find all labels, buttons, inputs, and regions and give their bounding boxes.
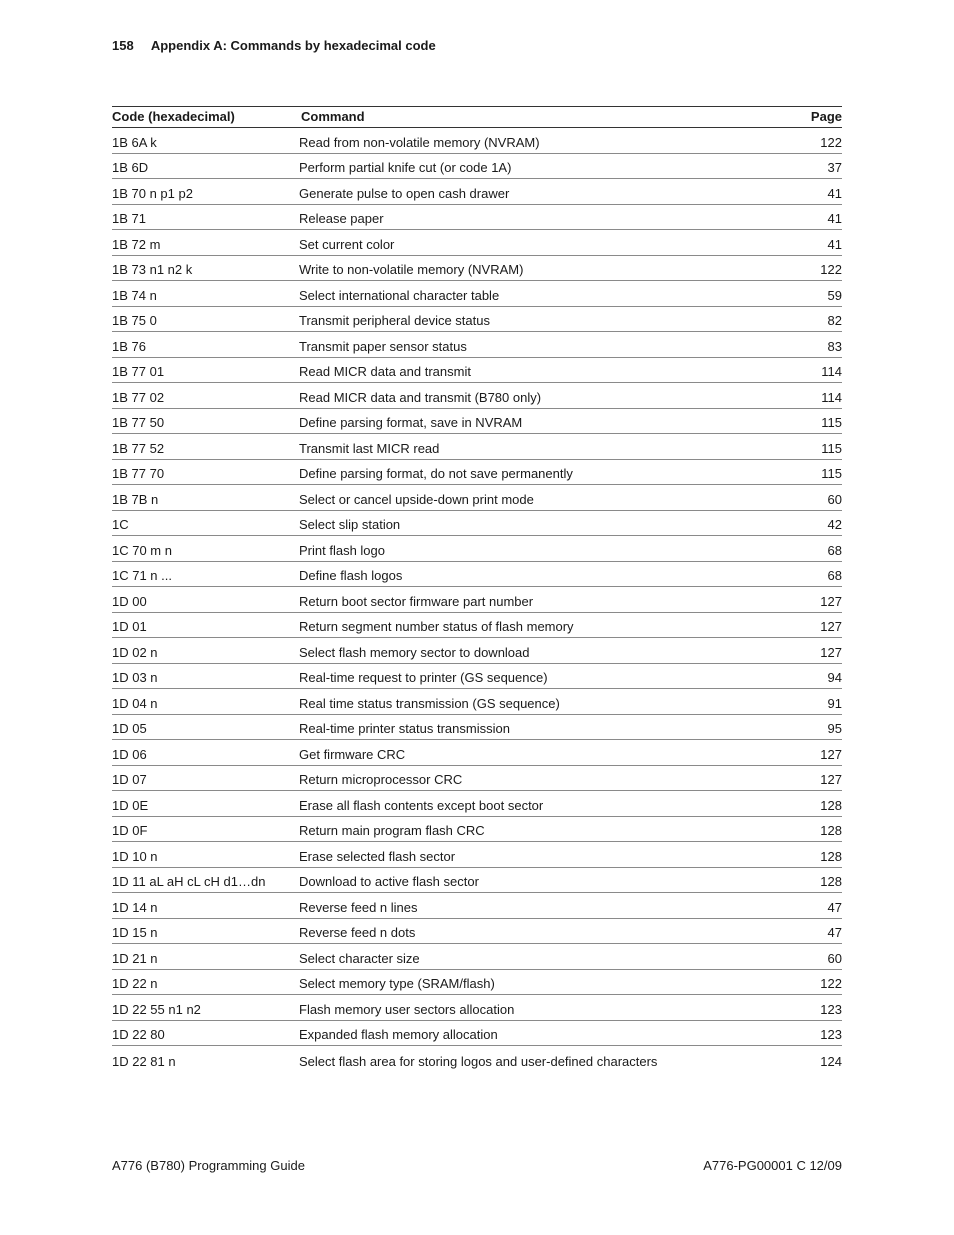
cell-command: Define parsing format, save in NVRAM — [299, 415, 523, 430]
cell-page: 115 — [821, 440, 842, 456]
cell-page: 94 — [827, 670, 842, 685]
cell-command: Get firmware CRC — [299, 746, 406, 762]
cell-page: 83 — [827, 338, 842, 354]
cell-page: 124 — [820, 1053, 842, 1069]
cell-page: 127 — [820, 644, 842, 660]
cell-page: 115 — [821, 415, 842, 430]
table-row — [112, 409, 842, 435]
cell-code: 1B 73 n1 n2 k — [112, 262, 193, 277]
footer-document-id: A776-PG00001 C 12/09 — [703, 1158, 842, 1173]
table-row — [112, 638, 842, 664]
table-row — [112, 358, 842, 384]
cell-command: Define flash logos — [299, 568, 403, 583]
cell-code: 1D 11 aL aH cL cH d1…dn — [112, 874, 266, 889]
cell-page: 123 — [820, 1027, 842, 1042]
cell-code: 1D 21 n — [112, 950, 158, 966]
cell-code: 1D 22 81 n — [112, 1053, 176, 1069]
table-row — [112, 128, 842, 154]
cell-code: 1B 71 — [112, 211, 146, 226]
table-row — [112, 511, 842, 537]
table-row — [112, 766, 842, 792]
cell-command: Select international character table — [299, 287, 500, 303]
cell-page: 47 — [827, 899, 842, 915]
cell-command: Generate pulse to open cash drawer — [299, 185, 510, 201]
cell-code: 1D 05 — [112, 721, 147, 736]
cell-page: 127 — [820, 746, 842, 762]
cell-code: 1C 71 n ... — [112, 568, 172, 583]
cell-command: Real-time printer status transmission — [299, 721, 510, 736]
table-row — [112, 664, 842, 690]
cell-command: Select slip station — [299, 517, 401, 532]
table-row — [112, 434, 842, 460]
cell-code: 1B 6D — [112, 160, 149, 175]
table-row — [112, 205, 842, 231]
cell-page: 122 — [820, 976, 842, 991]
table-row — [112, 893, 842, 919]
cell-code: 1B 76 — [112, 338, 146, 354]
cell-code: 1D 22 80 — [112, 1027, 165, 1042]
cell-command: Print flash logo — [299, 542, 385, 558]
table-row — [112, 307, 842, 333]
cell-page: 82 — [827, 313, 842, 328]
cell-code: 1D 01 — [112, 619, 147, 634]
cell-page: 42 — [827, 517, 842, 532]
table-body — [112, 128, 842, 1072]
cell-page: 122 — [820, 262, 842, 277]
cell-command: Select or cancel upside-down print mode — [299, 491, 534, 507]
cell-code: 1D 22 55 n1 n2 — [112, 1001, 201, 1017]
cell-page: 41 — [827, 211, 842, 226]
cell-command: Download to active flash sector — [299, 874, 479, 889]
cell-page: 115 — [821, 466, 842, 481]
table-row — [112, 689, 842, 715]
table-row — [112, 1046, 842, 1072]
table-row — [112, 842, 842, 868]
cell-page: 91 — [827, 695, 842, 711]
cell-command: Return main program flash CRC — [299, 823, 485, 838]
footer-guide-title: A776 (B780) Programming Guide — [112, 1158, 305, 1173]
table-row — [112, 919, 842, 945]
column-header-command: Command — [301, 109, 365, 124]
table-header — [112, 107, 842, 128]
cell-page: 95 — [827, 721, 842, 736]
cell-code: 1B 77 50 — [112, 415, 165, 430]
cell-code: 1D 10 n — [112, 848, 158, 864]
cell-code: 1D 04 n — [112, 695, 158, 711]
table-row — [112, 944, 842, 970]
cell-command: Transmit paper sensor status — [299, 338, 467, 354]
table-row — [112, 179, 842, 205]
table-row — [112, 791, 842, 817]
cell-page: 60 — [827, 491, 842, 507]
cell-page: 60 — [827, 950, 842, 966]
cell-command: Erase all flash contents except boot sector — [299, 797, 544, 813]
cell-command: Read MICR data and transmit — [299, 364, 471, 379]
cell-command: Select memory type (SRAM/flash) — [299, 976, 495, 991]
cell-page: 68 — [827, 542, 842, 558]
cell-command: Return segment number status of flash memory — [299, 619, 574, 634]
cell-command: Real-time request to printer (GS sequence) — [299, 670, 548, 685]
cell-command: Transmit peripheral device status — [299, 313, 490, 328]
cell-code: 1B 77 01 — [112, 364, 165, 379]
cell-command: Transmit last MICR read — [299, 440, 440, 456]
cell-code: 1B 77 70 — [112, 466, 165, 481]
cell-command: Select character size — [299, 950, 420, 966]
cell-command: Read from non-volatile memory (NVRAM) — [299, 134, 540, 150]
cell-code: 1B 6A k — [112, 134, 157, 150]
cell-code: 1D 06 — [112, 746, 147, 762]
cell-code: 1D 02 n — [112, 644, 158, 660]
cell-page: 128 — [820, 874, 842, 889]
cell-page: 37 — [827, 160, 842, 175]
cell-page: 128 — [820, 797, 842, 813]
commands-table — [112, 106, 842, 1072]
cell-page: 59 — [827, 287, 842, 303]
column-header-code: Code (hexadecimal) — [112, 109, 235, 124]
cell-code: 1C — [112, 517, 129, 532]
table-row — [112, 995, 842, 1021]
cell-page: 47 — [827, 925, 842, 940]
cell-page: 127 — [820, 619, 842, 634]
table-row — [112, 970, 842, 996]
table-row — [112, 256, 842, 282]
cell-page: 114 — [821, 364, 842, 379]
cell-command: Expanded flash memory allocation — [299, 1027, 498, 1042]
table-row — [112, 613, 842, 639]
cell-command: Select flash area for storing logos and user-defined characters — [299, 1053, 658, 1069]
table-row — [112, 383, 842, 409]
cell-command: Define parsing format, do not save permanently — [299, 466, 573, 481]
page-title: Appendix A: Commands by hexadecimal code — [150, 38, 436, 53]
cell-command: Perform partial knife cut (or code 1A) — [299, 160, 512, 175]
cell-command: Return boot sector firmware part number — [299, 593, 534, 609]
cell-page: 68 — [827, 568, 842, 583]
cell-command: Flash memory user sectors allocation — [299, 1001, 515, 1017]
cell-page: 122 — [820, 134, 842, 150]
cell-code: 1B 74 n — [112, 287, 157, 303]
cell-page: 114 — [821, 389, 842, 405]
table-row — [112, 332, 842, 358]
table-row — [112, 230, 842, 256]
cell-code: 1D 0F — [112, 823, 148, 838]
page-number: 158 — [112, 38, 134, 53]
cell-code: 1B 7B n — [112, 491, 159, 507]
cell-command: Set current color — [299, 236, 395, 252]
cell-page: 127 — [820, 593, 842, 609]
cell-code: 1D 07 — [112, 772, 147, 787]
cell-page: 123 — [820, 1001, 842, 1017]
cell-code: 1D 22 n — [112, 976, 158, 991]
table-row — [112, 817, 842, 843]
cell-command: Select flash memory sector to download — [299, 644, 530, 660]
table-row — [112, 1021, 842, 1047]
table-row — [112, 715, 842, 741]
cell-code: 1B 77 02 — [112, 389, 165, 405]
cell-page: 128 — [820, 848, 842, 864]
cell-code: 1D 00 — [112, 593, 147, 609]
table-row — [112, 562, 842, 588]
column-header-page: Page — [810, 109, 842, 124]
table-row — [112, 740, 842, 766]
cell-code: 1D 14 n — [112, 899, 158, 915]
table-row — [112, 485, 842, 511]
cell-command: Write to non-volatile memory (NVRAM) — [299, 262, 524, 277]
table-row — [112, 587, 842, 613]
cell-code: 1C 70 m n — [112, 542, 172, 558]
cell-command: Erase selected flash sector — [299, 848, 456, 864]
cell-command: Return microprocessor CRC — [299, 772, 463, 787]
cell-command: Reverse feed n lines — [299, 899, 418, 915]
table-row — [112, 281, 842, 307]
cell-code: 1B 70 n p1 p2 — [112, 185, 193, 201]
cell-code: 1D 15 n — [112, 925, 158, 940]
cell-page: 41 — [827, 185, 842, 201]
cell-code: 1B 75 0 — [112, 313, 157, 328]
cell-command: Real time status transmission (GS sequence) — [299, 695, 560, 711]
cell-code: 1D 0E — [112, 797, 149, 813]
cell-page: 128 — [820, 823, 842, 838]
table-row — [112, 536, 842, 562]
cell-page: 127 — [820, 772, 842, 787]
cell-code: 1B 77 52 — [112, 440, 165, 456]
cell-code: 1B 72 m — [112, 236, 161, 252]
cell-command: Reverse feed n dots — [299, 925, 416, 940]
table-row — [112, 460, 842, 486]
cell-code: 1D 03 n — [112, 670, 158, 685]
page-header — [112, 38, 436, 53]
cell-page: 41 — [827, 236, 842, 252]
table-row — [112, 154, 842, 180]
cell-command: Release paper — [299, 211, 384, 226]
cell-command: Read MICR data and transmit (B780 only) — [299, 389, 542, 405]
table-row — [112, 868, 842, 894]
